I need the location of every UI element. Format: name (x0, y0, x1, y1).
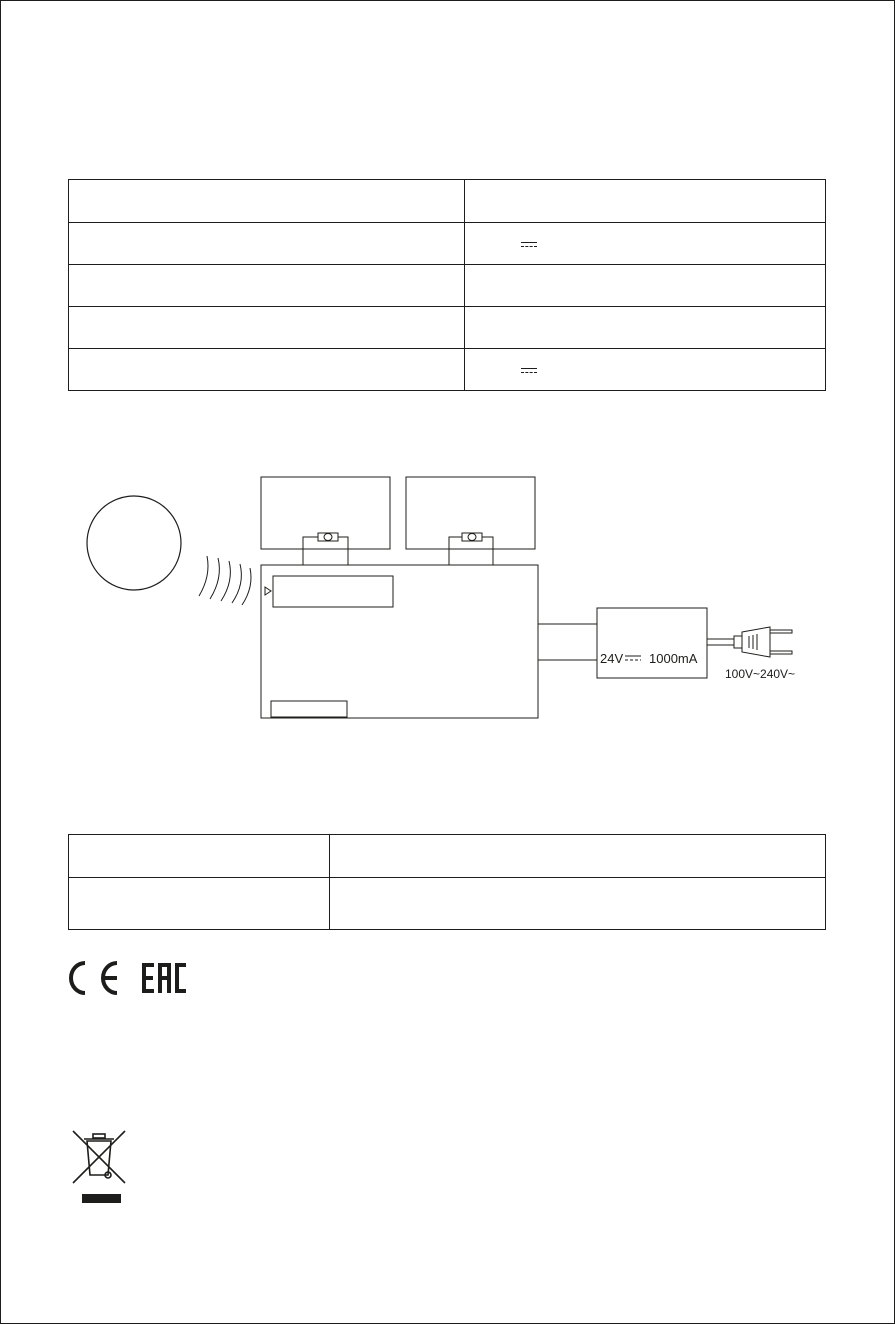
spec-table-divider (329, 835, 330, 929)
eac-mark-icon (142, 958, 192, 998)
spec-table-top (68, 179, 826, 391)
module-box-right (406, 477, 535, 549)
adapter-current-label: 1000mA (649, 651, 698, 666)
spec-table-row (69, 222, 825, 223)
dc-symbol-icon (521, 368, 537, 374)
connection-diagram (0, 460, 895, 760)
module-box-left (261, 477, 390, 549)
controller-box (261, 565, 538, 718)
spec-table-bottom (68, 834, 826, 930)
dc-symbol-icon (521, 242, 537, 248)
power-plug-icon (734, 627, 792, 657)
crossed-out-wheelie-bin-icon (70, 1128, 130, 1208)
remote-control-circle-icon (87, 496, 181, 590)
controller-label-plate (271, 701, 347, 717)
spec-table-row (69, 877, 825, 878)
receiver-indicator-icon (265, 587, 271, 595)
spec-table-divider (464, 180, 465, 390)
spec-table-row (69, 264, 825, 265)
dc-symbol-icon (625, 656, 641, 660)
spec-table-row (69, 306, 825, 307)
mains-input-label: 100V~240V~ (725, 667, 796, 681)
adapter-voltage-label: 24V (600, 651, 624, 666)
wireless-signal-icon (199, 556, 251, 605)
spec-table-row (69, 348, 825, 349)
ce-mark-icon (66, 958, 126, 998)
power-adapter-box (597, 608, 707, 678)
controller-display (273, 576, 393, 607)
